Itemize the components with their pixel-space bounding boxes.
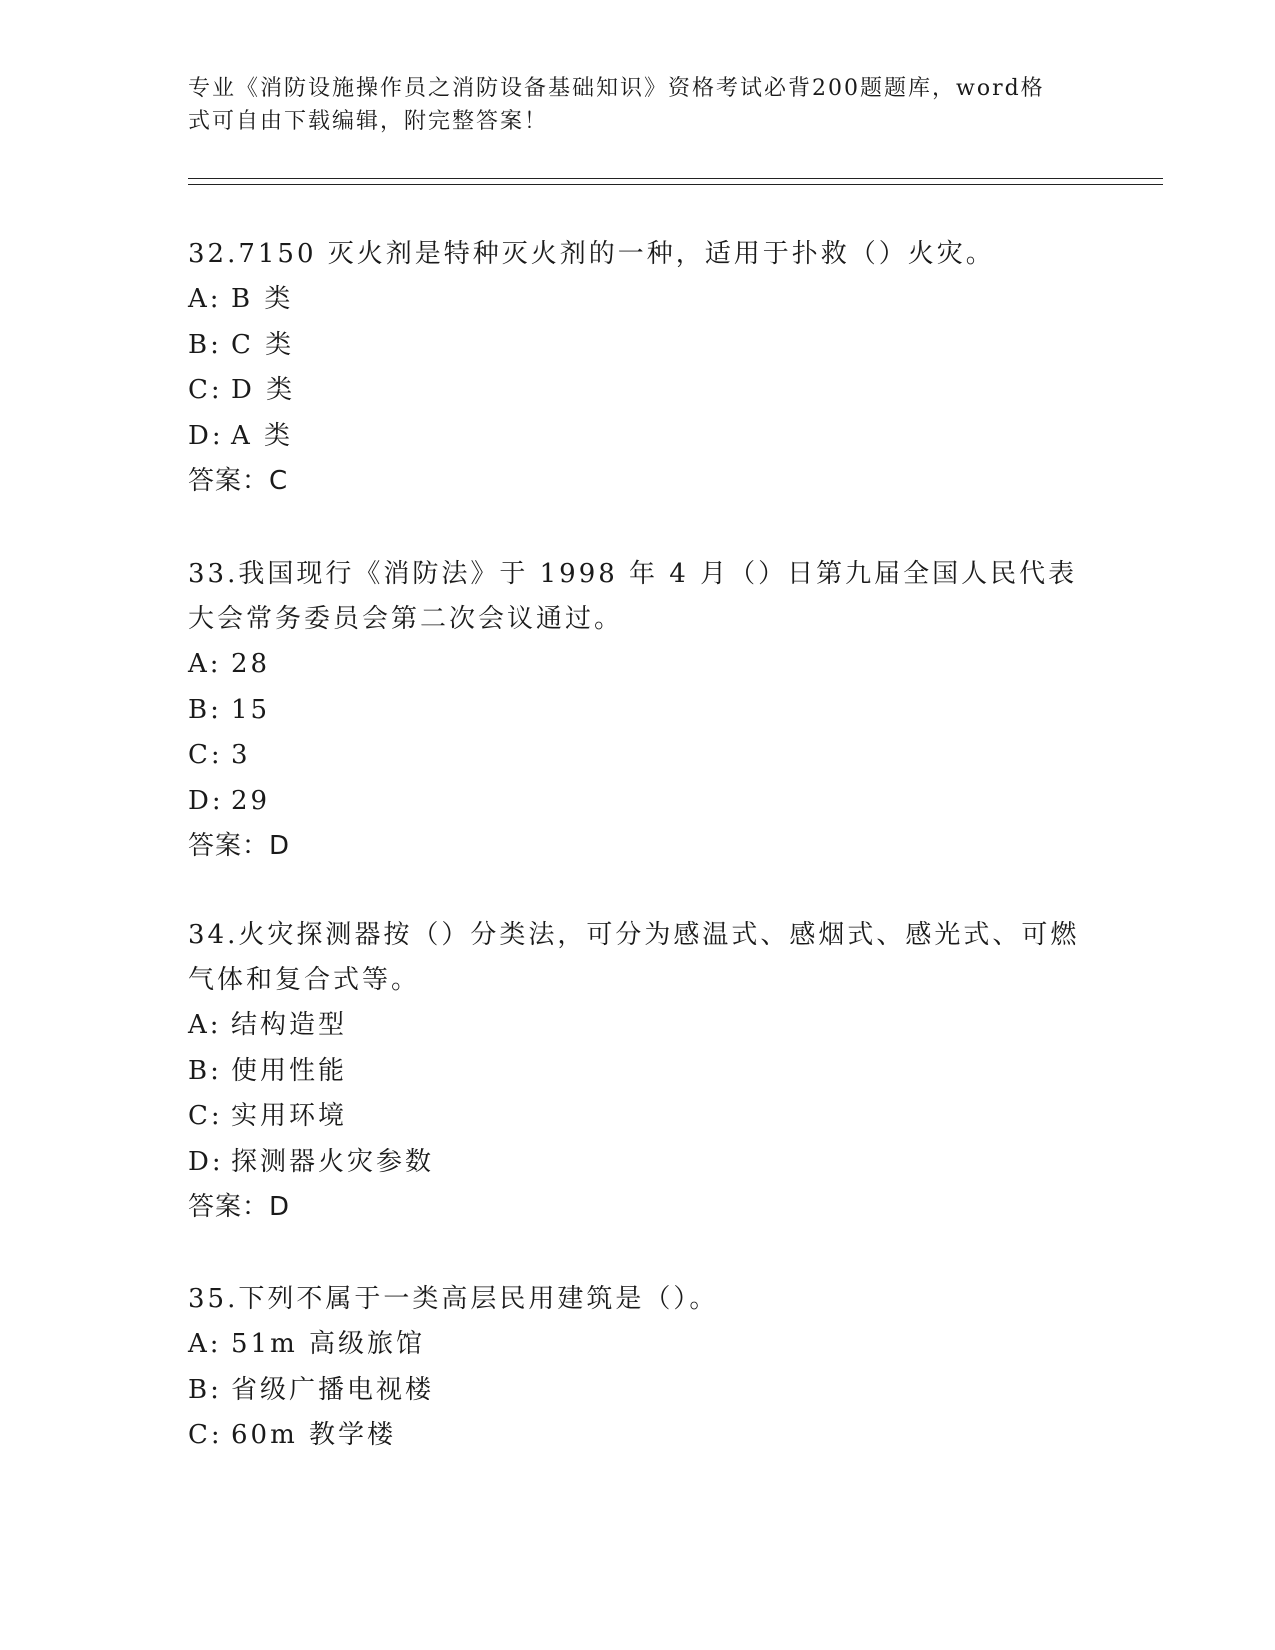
option-key: A: — [188, 1010, 222, 1040]
option-a — [188, 277, 1088, 323]
question-33 — [188, 552, 1088, 869]
question-32 — [188, 232, 1088, 504]
option-text: 使用性能 — [231, 1055, 348, 1086]
option-text: A 类 — [231, 420, 294, 451]
option-text: 60m 教学楼 — [231, 1420, 397, 1450]
option-key: A: — [188, 284, 222, 314]
option-b — [188, 323, 1088, 369]
option-text: 15 — [231, 694, 271, 725]
option-text: D 类 — [231, 375, 296, 405]
option-c — [188, 1094, 1088, 1140]
option-key: D: — [188, 1146, 224, 1177]
option-key: B: — [188, 1055, 222, 1086]
option-a — [188, 642, 1088, 688]
option-key: B: — [188, 1374, 222, 1405]
option-text: 29 — [231, 785, 271, 816]
question-34 — [188, 913, 1088, 1230]
option-key: D: — [188, 785, 224, 816]
answer: 答案：D — [188, 831, 291, 861]
option-key: D: — [188, 420, 224, 451]
option-a — [188, 1322, 1088, 1368]
option-b — [188, 688, 1088, 734]
option-key: B: — [188, 329, 222, 360]
option-b — [188, 1368, 1088, 1414]
option-key: C: — [188, 740, 223, 770]
answer: 答案：C — [188, 466, 289, 496]
answer: 答案：D — [188, 1192, 291, 1222]
question-title: 35.下列不属于一类高层民用建筑是（）。 — [188, 1284, 719, 1314]
option-text: 28 — [231, 649, 271, 679]
question-title: 34.火灾探测器按（）分类法，可分为感温式、感烟式、感光式、可燃气体和复合式等。 — [188, 920, 1080, 995]
option-c — [188, 368, 1088, 414]
option-b — [188, 1049, 1088, 1095]
option-text: 3 — [231, 740, 251, 770]
option-text: 探测器火灾参数 — [231, 1146, 435, 1177]
option-text: 结构造型 — [231, 1010, 348, 1040]
question-title: 33.我国现行《消防法》于 1998 年 4 月（）日第九届全国人民代表大会常务委员会第二次会议通过。 — [188, 559, 1078, 634]
option-key: B: — [188, 694, 222, 725]
option-key: C: — [188, 1420, 223, 1450]
option-text: 51m 高级旅馆 — [231, 1329, 426, 1359]
option-text: C 类 — [231, 329, 295, 360]
option-key: C: — [188, 1101, 223, 1131]
option-key: C: — [188, 375, 223, 405]
question-35 — [188, 1277, 1088, 1459]
document-header: 专业《消防设施操作员之消防设备基础知识》资格考试必背200题题库，word格式可自由下载编辑，附完整答案！ — [188, 76, 1045, 134]
option-d — [188, 779, 1088, 825]
option-key: A: — [188, 649, 222, 679]
option-c — [188, 733, 1088, 779]
option-text: 省级广播电视楼 — [231, 1374, 435, 1405]
header-divider-bottom — [188, 184, 1163, 185]
option-c — [188, 1413, 1088, 1459]
header-divider-top — [188, 178, 1163, 179]
option-text: B 类 — [231, 284, 294, 314]
option-a — [188, 1003, 1088, 1049]
option-text: 实用环境 — [231, 1101, 348, 1131]
option-d — [188, 414, 1088, 460]
option-d — [188, 1140, 1088, 1186]
option-key: A: — [188, 1329, 222, 1359]
question-title: 32.7150 灭火剂是特种灭火剂的一种，适用于扑救（）火灾。 — [188, 239, 995, 269]
